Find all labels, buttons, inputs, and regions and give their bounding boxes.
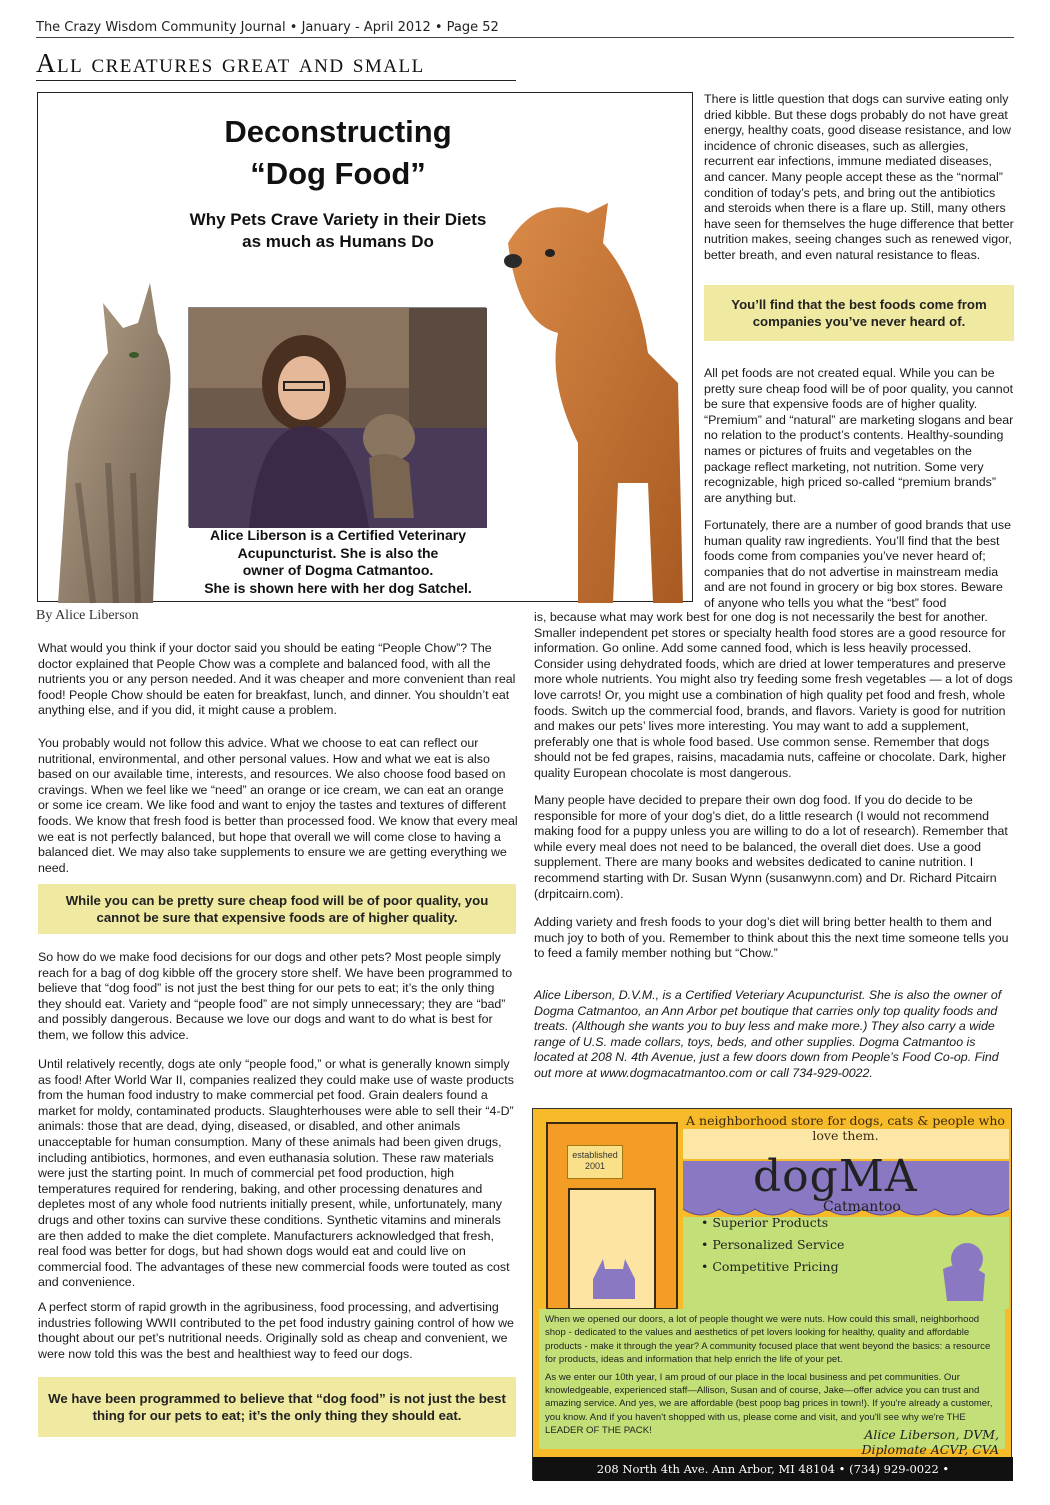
section-title-rule [36,80,516,81]
ad-feature-item: • Superior Products [701,1215,829,1230]
photo-caption [158,527,518,597]
article-paragraph: Adding variety and fresh foods to your dog’s diet will bring better health to them and much joy to both of you. Remember to think about this the next time someone tells you to feed a family member nothing but “Chow.” [534,915,1009,961]
pull-quote: While you can be pretty sure cheap food will be of poor quality, you cannot be sure that expensive foods are of higher quality. [38,884,516,934]
article-paragraph: All pet foods are not created equal. While you can be pretty sure cheap food will be of poor quality, you cannot be sure that expensive foods are of higher quality. “Premium” and “natural” are marketing slogans and bear no relation to the product’s contents. Healthy-sounding names or pictures of fruits and vegetables on the package reflect marketing, not nutrition. Some very recognizable, high priced so-called “premium brands” are anything but. [704,366,1014,505]
dogma-catmantoo-ad [532,1108,1012,1500]
byline: By Alice Liberson [36,608,139,623]
caption-line: Acupuncturist. She is also the [237,544,439,561]
hero-subtitle-line: Why Pets Crave Variety in their Diets [189,210,487,229]
dogma-logo: dogMA [753,1151,918,1202]
header-rule [36,37,1014,38]
caption-line: She is shown here with her dog Satchel. [204,579,472,596]
pull-quote: You’ll find that the best foods come from companies you’ve never heard of. [704,285,1014,341]
hero-title-line: Deconstructing [224,114,452,149]
hero-title-line: “Dog Food” [250,156,426,191]
caption-line: Alice Liberson is a Certified Veterinary [210,527,466,543]
article-paragraph: Fortunately, there are a number of good brands that use human quality raw ingredients. You’ll find that the best foods come from companies you’ve never heard of; companies that do not advertise in mainstream media and are not found in grocery or big box stores. Beware of anyone who tells you what the “best” food [704,518,1011,610]
author-photo [188,307,486,527]
article-paragraph: So how do we make food decisions for our dogs and other pets? Most people simply reach for a bag of dog kibble off the grocery store shelf. We have been programmed to believe that “dog food” is not just the best thing for our pets to eat; it’s the only thing they should eat. Variety and “people food” are not simply unnecessary; they are “bad” and possibly dangerous. Because we love our dogs and want to do what is best for them, we follow this advice. [38,950,513,1042]
established-badge: established 2001 [567,1145,623,1179]
caption-line: owner of Dogma Catmantoo. [242,562,434,578]
author-bio: Alice Liberson, D.V.M., is a Certified Veteriary Acupuncturist. She is also the owner of Dogma Catmantoo, an Ann Arbor pet boutique that carries only top quality foods and treats. (Although she wants you to buy less and make more.) They also carry a wide range of U.S. made collars, toys, beds, and other supplies. Dogma Catmantoo is located at 208 N. 4th Avenue, just a few doors down from People’s Food Co-op. Find out more at www.dogmacatmantoo.com or call 734-929-0022. [534,988,1002,1080]
pull-quote: We have been programmed to believe that “dog food” is not just the best thing for our pets to eat; it’s the only thing they should eat. [38,1377,516,1437]
author-with-dog-photo [189,308,487,528]
catmantoo-logo-text: Catmantoo [823,1199,901,1215]
running-head: The Crazy Wisdom Community Journal • January - April 2012 • Page 52 [36,20,499,35]
ad-feature-item: • Personalized Service [701,1237,845,1252]
ad-signature: Alice Liberson, DVM, Diplomate ACVP, CVA [861,1427,999,1457]
ad-contact-footer: 208 North 4th Ave. Ann Arbor, MI 48104 • (734) 929-0022 • www.dogmacatmantoo.com [533,1457,1013,1481]
article-paragraph: A perfect storm of rapid growth in the agribusiness, food processing, and advertising industries following WWII contributed to the pet food industry gaining control of how we thought about our pet’s nutritional needs. Originally sold as cheap and convenient, we were now told this was the best and healthiest way to feed our dogs. [38,1300,514,1361]
section-title: All creatures great and small [36,48,425,78]
article-paragraph: Until relatively recently, dogs ate only “people food,” or what is generally known simply as food! After World War II, companies realized they could make use of waste products from the human food industry to make commercial pet food. Grain dealers found a market for moldy, contaminated products. Slaughterhouses were able to sell their “4-D” animals: those that are dead, dying, diseased, or disabled, and other animals unacceptable for human consumption. Many of these animals had been given drugs, including antibiotics, hormones, and even euthanasia solution. These raw materials were just the starting point. In much of commercial pet food production, high temperatures required for rendering, baking, and other processing denatures and depletes most of any whole food nutrients initially present, while, unfortunately, many drugs and other toxins can survive these conditions. Synthetic vitamins and minerals are then added to make the diet complete. Manufacturers acknowledged that fresh, real food was better for dogs, but had shown dogs would eat and could live on commercial food. The advantages of these new commercial foods were touted as cost and convenience. [38,1057,514,1290]
hero-illustration-box [37,92,693,602]
ad-paragraph: As we enter our 10th year, I am proud of our place in the local business and pet communities. Our knowledgeable, experienced staff—Allison, Susan and of course, Jake—offer advice you can trust and amazing service. And yes, we are affordable (best poop bag prices in town!). If you're already a customer, you know. And if you haven't shopped with us, please come and visit, and you'll see why we're THE LEADER OF THE PACK! [545,1371,993,1437]
article-paragraph: What would you think if your doctor said you should be eating “People Chow”? The doctor explained that People Chow was a complete and balanced food, with all the nutrients you or any person needed. And it was cheaper and more convenient than real food! People Chow should be eaten for breakfast, lunch, and dinner. You shouldn’t eat anything else, and if you did, it might cause a problem. [38,641,516,718]
ad-feature-item: • Competitive Pricing [701,1259,839,1274]
article-paragraph: is, because what may work best for one dog is not necessarily the best for another. Smaller independent pet stores or specialty health food stores are a good resource for information. Go online. Add some canned food, which is less heavily processed. Consider using dehydrated foods, which are dried at lower temperatures and preserve more whole nutrients. You might also try feeding some fresh vegetables — a lot of dogs love carrots! Or, you might use a combination of high quality pet food and fresh, whole foods. Switch up the commercial food, brands, and flavors. Variety is good for nutrition and makes our pets’ lives more interesting. You may want to add a supplement, preferably one that is whole food based. Use common sense. Remember that dogs should not be fed grapes, raisins, macadamia nuts, caffeine or chocolate. Dark, higher quality European chocolate is most dangerous. [534,610,1013,780]
article-paragraph: There is little question that dogs can survive eating only dried kibble. But these dogs probably do not have great energy, healthy coats, good disease resistance, and low incidence of chronic diseases, such as allergies, recurrent ear infections, immune mediated diseases, and cancer. Many people accept these as the “normal” condition of today’s pets, and bring out the antibiotics and steroids when there is a flare up. Still, many others have seen for themselves the huge difference that better nutrition makes, seeing changes such as renewed vigor, better breath, and even natural resistance to fleas. [704,92,1014,262]
hero-subtitle-line: as much as Humans Do [242,232,434,251]
ad-paragraph: When we opened our doors, a lot of people thought we were nuts. How could this small, neighborhood shop - dedicated to the values and aesthetics of pet lovers looking for healthy, quality and affordable products - make it through the year? A community focused place that went beyond the basics: a resource for products, ideas and information that help enrich the life of your pet. [545,1314,991,1366]
article-paragraph: Many people have decided to prepare their own dog food. If you do decide to be responsible for more of your dog’s diet, do a little research (I would not recommend making food for a puppy unless you are willing to do a lot of research). Remember that while every meal does not need to be balanced, the overall diet does. Use a good supplement. There are many books and websites dedicated to canine nutrition. I recommend starting with Dr. Susan Wynn (susanwynn.com) and Dr. Richard Pitcairn (drpitcairn.com). [534,793,1008,901]
article-paragraph: You probably would not follow this advice. What we choose to eat can reflect our nutritional, environmental, and other personal values. How and what we eat is also based on our available time, interests, and resources. We also choose food based on cravings. When we feel like we “need” an orange or ice cream, we can eat an orange or some ice cream. We like food and want to enjoy the tastes and textures of different foods. We know that fresh food is better than processed food. We know that every meal we eat is not perfectly balanced, but hope that overall we will come close to having a balanced diet. We may also take supplements to ensure we are getting everything we need. [38,736,518,875]
ad-slogan: A neighborhood store for dogs, cats & people who love them. [686,1113,1005,1143]
